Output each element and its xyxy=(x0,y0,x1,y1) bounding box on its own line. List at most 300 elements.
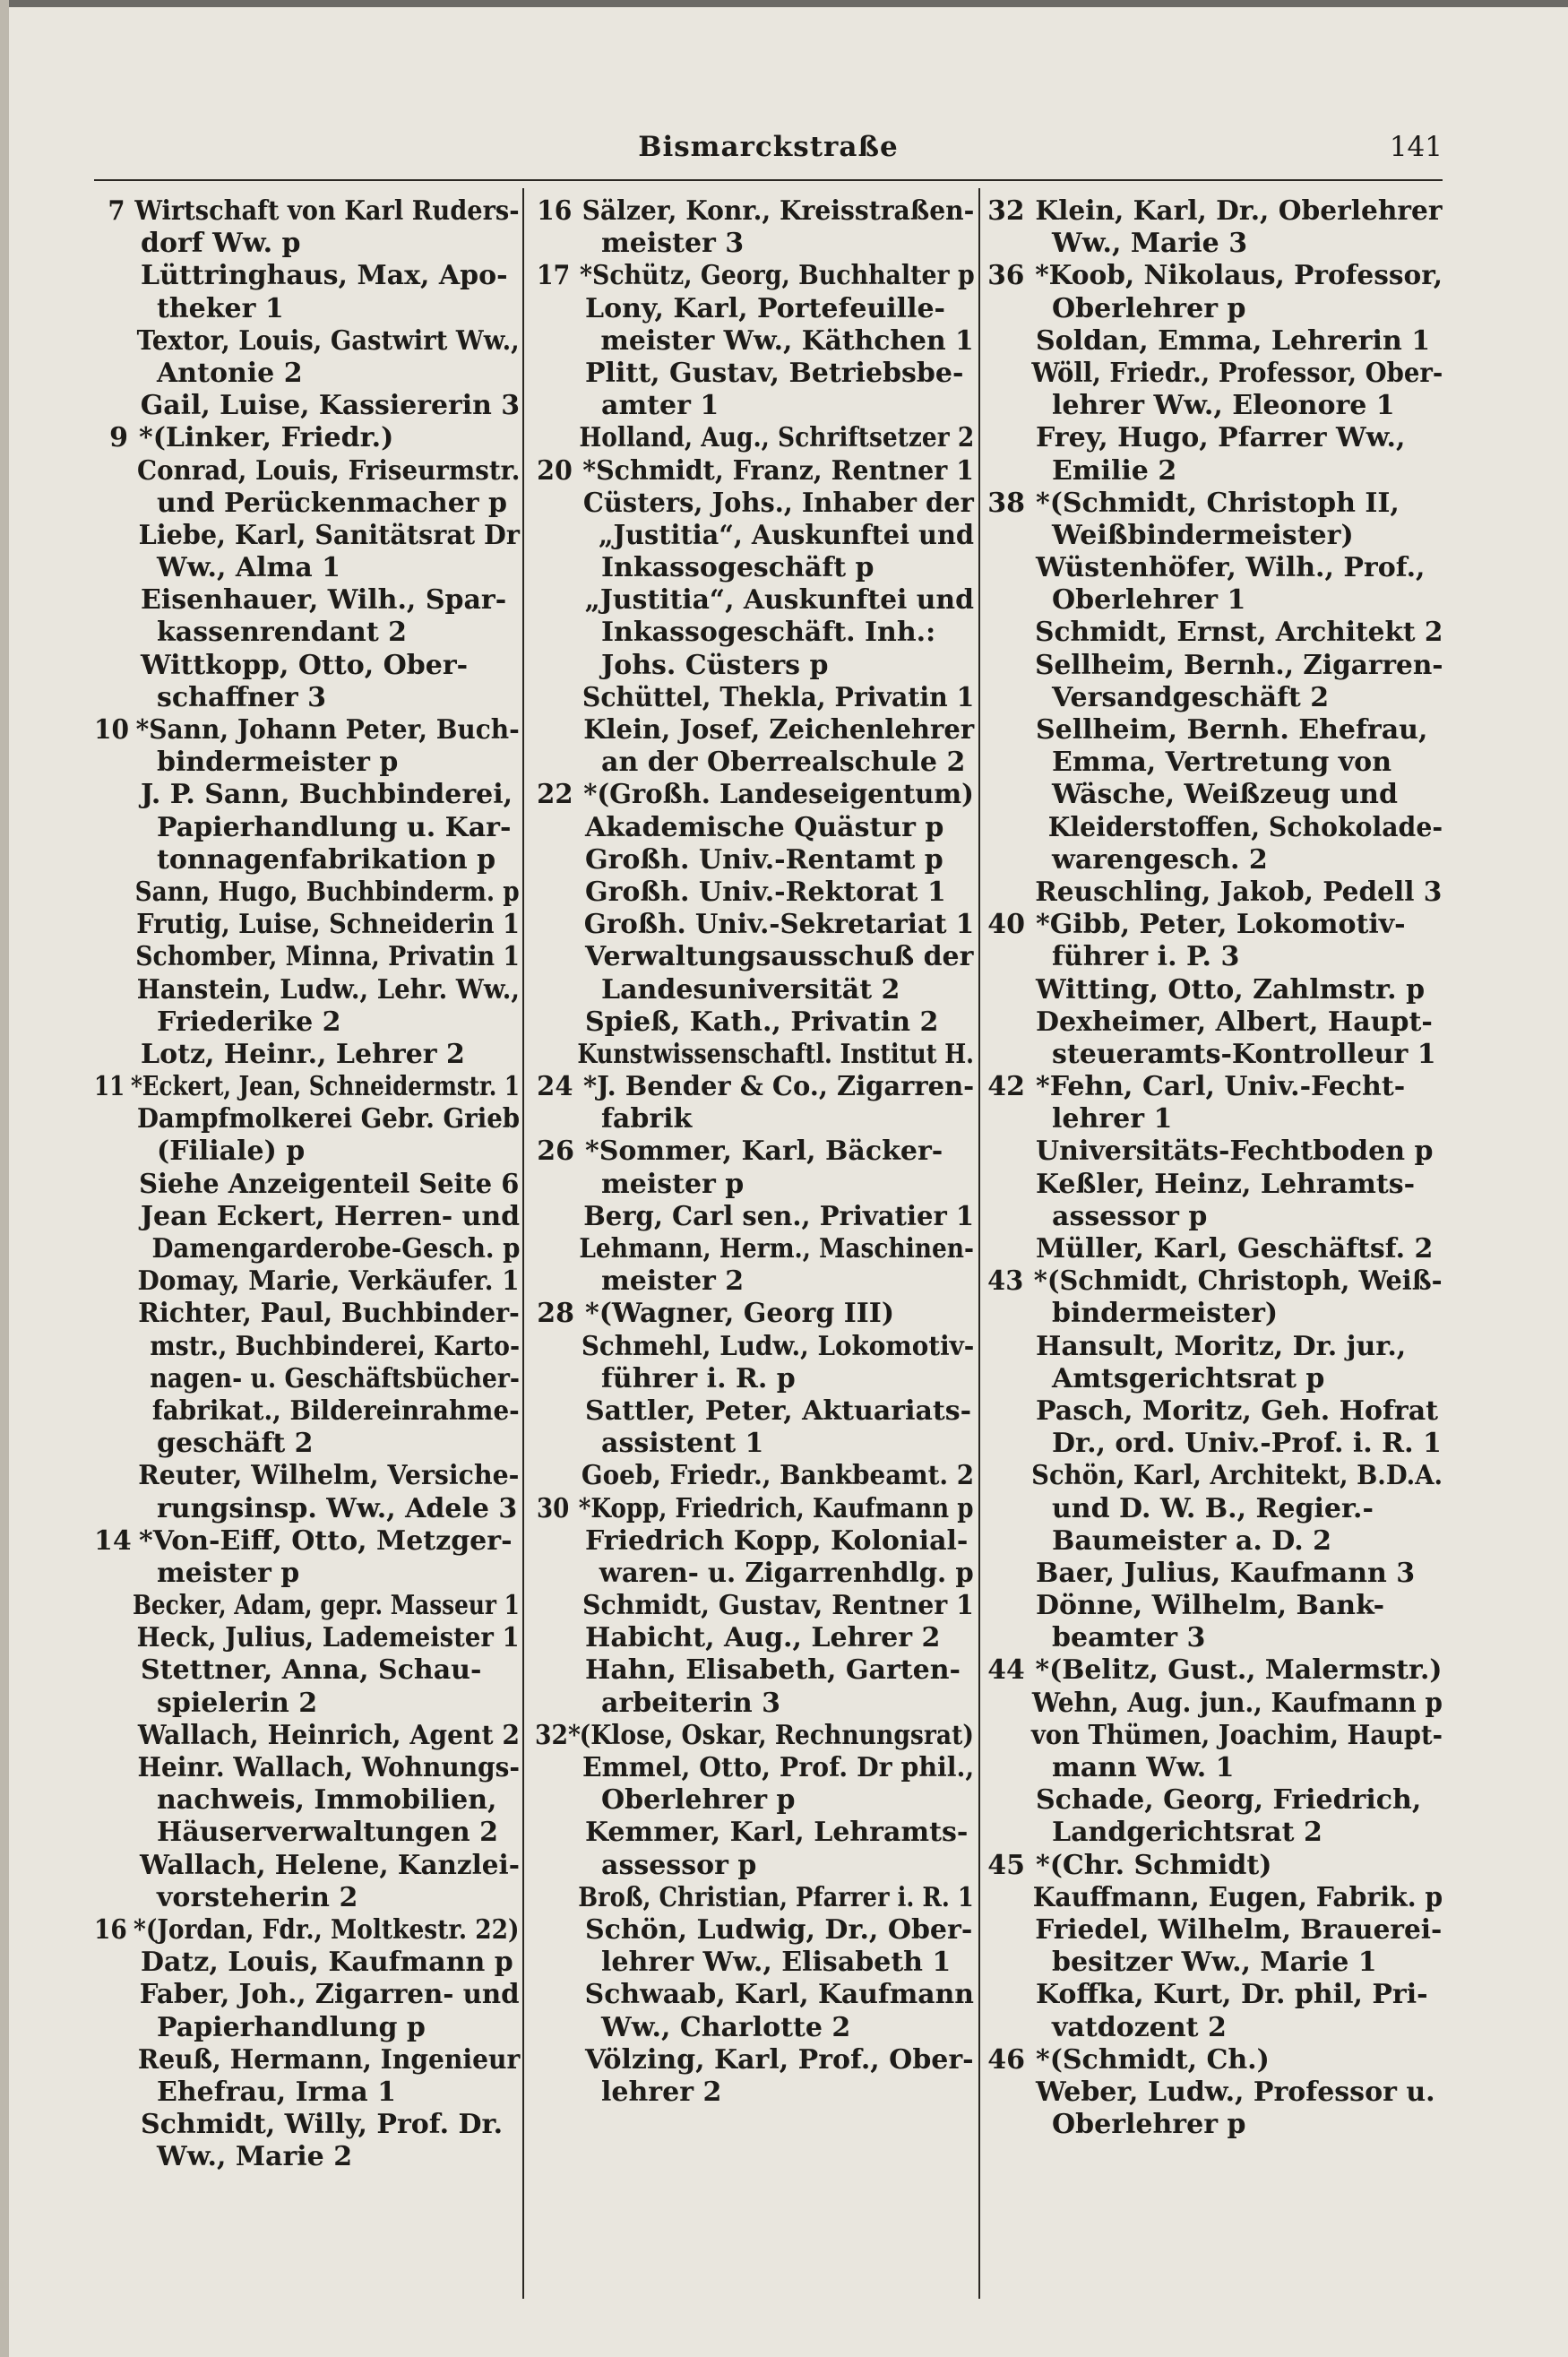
directory-line xyxy=(986,1169,1443,1201)
directory-line xyxy=(986,617,1443,649)
directory-line xyxy=(535,974,974,1006)
entry-text: Koffka, Kurt, Dr. phil, Pri- xyxy=(1036,1979,1428,2011)
directory-line xyxy=(535,390,974,422)
directory-line xyxy=(986,195,1443,228)
entry-text: Hahn, Elisabeth, Garten- xyxy=(585,1654,961,1687)
directory-line xyxy=(535,1979,974,2011)
directory-line xyxy=(535,909,975,941)
directory-line xyxy=(94,1817,520,1849)
directory-line xyxy=(94,1654,520,1687)
directory-line xyxy=(986,941,1443,973)
directory-line xyxy=(986,325,1443,358)
entry-text: Heck, Julius, Lademeister 1 xyxy=(136,1622,520,1654)
directory-line xyxy=(94,358,520,390)
directory-line xyxy=(94,1913,520,1947)
directory-line xyxy=(94,1979,520,2011)
directory-line xyxy=(535,1817,974,1849)
entry-text: Spieß, Kath., Privatin 2 xyxy=(585,1006,939,1038)
page-title: Bismarckstraße xyxy=(638,131,899,163)
directory-line xyxy=(986,260,1443,292)
house-number: 46 xyxy=(987,2043,1025,2076)
directory-line xyxy=(535,1200,975,1233)
directory-line xyxy=(535,844,974,876)
directory-line xyxy=(535,519,974,552)
house-number: 32* xyxy=(535,1719,581,1751)
directory-line xyxy=(94,909,520,941)
entry-text: Schade, Georg, Friedrich, xyxy=(1036,1784,1422,1817)
entry-text: Ww., Charlotte 2 xyxy=(601,2011,851,2043)
entry-text: Inkassogeschäft p xyxy=(601,552,874,584)
directory-line xyxy=(94,1428,520,1460)
directory-line xyxy=(94,422,520,454)
entry-text: *Koob, Nikolaus, Professor, xyxy=(1035,260,1443,292)
entry-text: Datz, Louis, Kaufmann p xyxy=(141,1947,513,1979)
directory-line xyxy=(535,876,974,909)
directory-line xyxy=(94,1362,520,1395)
entry-text: *(Linker, Friedr.) xyxy=(139,422,394,454)
directory-line xyxy=(535,2012,974,2044)
directory-line xyxy=(986,1850,1443,1882)
entry-text: Ww., Alma 1 xyxy=(157,552,341,584)
entry-text: besitzer Ww., Marie 1 xyxy=(1052,1947,1377,1979)
entry-text: Kunstwissenschaftl. Institut H. xyxy=(577,1038,975,1070)
directory-line xyxy=(535,487,974,520)
directory-line xyxy=(986,552,1443,584)
entry-text: kassenrendant 2 xyxy=(157,617,408,649)
directory-line xyxy=(535,1525,974,1558)
directory-line xyxy=(986,1622,1443,1654)
directory-line xyxy=(986,779,1443,811)
house-number: 38 xyxy=(987,487,1025,519)
entry-text: Hanstein, Ludw., Lehr. Ww., xyxy=(136,973,521,1006)
entry-text: Papierhandlung u. Kar- xyxy=(157,811,512,843)
directory-line xyxy=(94,779,520,811)
directory-line xyxy=(986,228,1443,260)
entry-text: Großh. Univ.-Sekretariat 1 xyxy=(583,909,975,941)
entry-text: Akademische Quästur p xyxy=(585,811,944,843)
directory-line xyxy=(94,1298,520,1330)
directory-line xyxy=(535,1688,974,1720)
entry-text: meister 2 xyxy=(601,1265,745,1298)
directory-line xyxy=(986,1752,1443,1784)
entry-text: Textor, Louis, Gastwirt Ww., xyxy=(136,324,520,357)
directory-line xyxy=(986,357,1443,390)
directory-line xyxy=(986,1979,1443,2011)
entry-text: Wüstenhöfer, Wilh., Prof., xyxy=(1036,552,1426,584)
entry-text: bindermeister p xyxy=(157,747,399,779)
entry-text: Oberlehrer p xyxy=(1052,292,1246,324)
entry-text: lehrer 1 xyxy=(1052,1103,1173,1135)
house-number: 24 xyxy=(537,1071,573,1103)
directory-line xyxy=(986,844,1443,876)
entry-text: Hansult, Moritz, Dr. jur., xyxy=(1036,1330,1407,1362)
directory-line xyxy=(535,1395,974,1428)
header-rule xyxy=(94,179,1443,181)
directory-line xyxy=(94,2141,520,2173)
entry-text: Friederike 2 xyxy=(157,1006,341,1038)
entry-text: Siehe Anzeigenteil Seite 6 xyxy=(139,1168,520,1200)
entry-text: Witting, Otto, Zahlmstr. p xyxy=(1036,973,1426,1006)
house-number: 26 xyxy=(537,1135,574,1168)
directory-line xyxy=(94,228,520,260)
entry-text: Klein, Karl, Dr., Oberlehrer xyxy=(1035,195,1443,227)
directory-line xyxy=(535,747,974,779)
house-number: 44 xyxy=(987,1654,1025,1687)
house-number: 16 xyxy=(94,1913,127,1946)
directory-line xyxy=(94,260,520,292)
entry-text: Keßler, Heinz, Lehramts- xyxy=(1036,1168,1416,1200)
house-number: 20 xyxy=(537,454,573,487)
entry-text: Schomber, Minna, Privatin 1 xyxy=(135,941,520,973)
directory-line xyxy=(535,195,975,228)
entry-text: arbeiterin 3 xyxy=(601,1687,780,1719)
entry-text: Universitäts-Fechtboden p xyxy=(1036,1135,1434,1168)
directory-line xyxy=(535,1914,974,1947)
entry-text: geschäft 2 xyxy=(157,1428,314,1460)
entry-text: assessor p xyxy=(1052,1200,1208,1232)
entry-text: meister Ww., Käthchen 1 xyxy=(600,324,974,357)
directory-line xyxy=(535,1233,974,1265)
directory-line xyxy=(94,1135,520,1168)
directory-line xyxy=(986,488,1443,520)
entry-text: Schön, Karl, Architekt, B.D.A. xyxy=(1031,1460,1443,1492)
entry-text: Schmidt, Ernst, Architekt 2 xyxy=(1035,617,1443,649)
directory-line xyxy=(535,1784,974,1817)
entry-text: Heinr. Wallach, Wohnungs- xyxy=(137,1752,521,1783)
directory-line xyxy=(535,941,974,973)
entry-text: Lüttringhaus, Max, Apo- xyxy=(141,260,508,292)
directory-line xyxy=(986,1913,1443,1947)
entry-text: Landesuniversität 2 xyxy=(601,973,900,1006)
entry-text: meister p xyxy=(601,1168,745,1200)
entry-text: Emmel, Otto, Prof. Dr phil., xyxy=(582,1752,975,1783)
column-1 xyxy=(94,195,520,2173)
directory-line xyxy=(535,1654,974,1687)
house-number: 9 xyxy=(109,422,128,454)
directory-line xyxy=(986,1687,1443,1720)
house-number: 11 xyxy=(94,1071,125,1103)
directory-line xyxy=(986,455,1443,488)
entry-text: *Schütz, Georg, Buchhalter p xyxy=(580,260,975,292)
entry-text: lehrer Ww., Eleonore 1 xyxy=(1052,390,1395,422)
directory-line xyxy=(986,1135,1443,1168)
directory-line xyxy=(535,1622,974,1654)
directory-line xyxy=(94,552,520,584)
directory-line xyxy=(94,714,520,747)
entry-text: „Justitia“, Auskunftei und xyxy=(584,584,974,617)
entry-text: *(Belitz, Gust., Malermstr.) xyxy=(1035,1654,1443,1687)
directory-line xyxy=(94,941,520,973)
directory-line xyxy=(94,650,520,682)
entry-text: Friedel, Wilhelm, Brauerei- xyxy=(1035,1913,1443,1946)
entry-text: Weißbindermeister) xyxy=(1052,519,1354,551)
entry-text: Inkassogeschäft. Inh.: xyxy=(601,617,936,649)
directory-line xyxy=(94,1006,520,1039)
entry-text: *Kopp, Friedrich, Kaufmann p xyxy=(578,1492,974,1524)
directory-line xyxy=(535,2076,974,2109)
entry-text: Becker, Adam, gepr. Masseur 1 xyxy=(132,1590,520,1622)
entry-text: Wallach, Heinrich, Agent 2 xyxy=(137,1719,521,1751)
entry-text: assistent 1 xyxy=(601,1428,764,1460)
directory-line xyxy=(986,1039,1443,1071)
entry-text: Oberlehrer 1 xyxy=(1052,584,1246,617)
entry-text: Wirtschaft von Karl Ruders- xyxy=(134,195,520,227)
directory-line xyxy=(986,909,1443,941)
directory-line xyxy=(986,1298,1443,1330)
entry-text: amter 1 xyxy=(601,390,719,422)
entry-text: Sattler, Peter, Aktuariats- xyxy=(585,1394,972,1427)
entry-text: Eisenhauer, Wilh., Spar- xyxy=(141,584,507,617)
entry-text: Ww., Marie 3 xyxy=(1052,228,1248,260)
entry-text: waren- u. Zigarrenhdlg. p xyxy=(599,1557,974,1589)
directory-line xyxy=(94,2109,520,2141)
directory-line xyxy=(94,1039,520,1071)
house-number: 32 xyxy=(987,195,1025,227)
entry-text: *(Großh. Landeseigentum) xyxy=(583,779,974,811)
entry-text: Ehefrau, Irma 1 xyxy=(157,2076,396,2108)
entry-text: lehrer 2 xyxy=(601,2076,722,2108)
entry-text: führer i. R. p xyxy=(601,1362,796,1394)
directory-line xyxy=(535,1006,974,1039)
entry-text: spielerin 2 xyxy=(157,1687,318,1719)
entry-text: Wittkopp, Otto, Ober- xyxy=(141,649,469,681)
directory-line xyxy=(94,293,520,325)
directory-line xyxy=(94,1719,521,1752)
entry-text: Schmidt, Gustav, Rentner 1 xyxy=(582,1590,974,1622)
entry-text: Weber, Ludw., Professor u. xyxy=(1036,2076,1435,2108)
directory-line xyxy=(94,812,520,844)
entry-text: Sann, Hugo, Buchbinderm. p xyxy=(134,876,520,908)
directory-line xyxy=(535,1719,974,1752)
directory-line xyxy=(986,422,1443,454)
entry-text: tonnagenfabrikation p xyxy=(157,843,496,876)
entry-text: assessor p xyxy=(601,1849,757,1881)
house-number: 36 xyxy=(987,260,1025,292)
directory-line xyxy=(535,584,974,617)
entry-text: Ww., Marie 2 xyxy=(157,2141,353,2173)
directory-line xyxy=(986,1006,1443,1039)
entry-text: (Klose, Oskar, Rechnungsrat) xyxy=(579,1719,974,1751)
entry-text: Reuschling, Jakob, Pedell 3 xyxy=(1035,876,1443,908)
page-header xyxy=(94,124,1443,177)
directory-line xyxy=(986,2109,1443,2141)
house-number: 22 xyxy=(537,779,573,811)
entry-text: beamter 3 xyxy=(1052,1622,1206,1654)
entry-text: lehrer Ww., Elisabeth 1 xyxy=(601,1947,952,1979)
entry-text: rungsinsp. Ww., Adele 3 xyxy=(157,1492,518,1524)
directory-line xyxy=(535,1169,974,1201)
directory-line xyxy=(535,1428,974,1460)
entry-text: *(Wagner, Georg III) xyxy=(585,1298,895,1330)
page-edge-left xyxy=(0,0,9,2357)
entry-text: *(Jordan, Fdr., Moltkestr. 22) xyxy=(134,1913,520,1946)
house-number: 42 xyxy=(987,1071,1025,1103)
directory-line xyxy=(94,973,521,1006)
directory-line xyxy=(535,650,974,682)
directory-line xyxy=(986,1654,1443,1687)
directory-line xyxy=(94,1071,520,1103)
entry-text: Lotz, Heinr., Lehrer 2 xyxy=(141,1038,465,1070)
entry-text: Amtsgerichtsrat p xyxy=(1052,1362,1325,1394)
directory-line xyxy=(94,1460,520,1492)
entry-text: Schmehl, Ludw., Lokomotiv- xyxy=(581,1330,975,1362)
entry-text: vorsteherin 2 xyxy=(157,1881,358,1913)
column-divider-2 xyxy=(978,188,980,2299)
directory-line xyxy=(535,422,975,454)
directory-line xyxy=(535,1265,974,1298)
entry-text: Wöll, Friedr., Professor, Ober- xyxy=(1031,357,1443,389)
directory-line xyxy=(535,1460,975,1492)
directory-line xyxy=(94,584,520,617)
directory-line xyxy=(94,1688,520,1720)
entry-text: *Schmidt, Franz, Rentner 1 xyxy=(582,454,974,487)
directory-line xyxy=(94,2012,520,2044)
entry-text: Soldan, Emma, Lehrerin 1 xyxy=(1036,324,1431,357)
entry-text: Versandgeschäft 2 xyxy=(1052,681,1330,713)
directory-line xyxy=(986,1103,1443,1135)
entry-text: Schwaab, Karl, Kaufmann xyxy=(584,1979,974,2011)
house-number: 30 xyxy=(536,1492,570,1524)
directory-line xyxy=(94,519,520,552)
directory-line xyxy=(535,1492,974,1525)
directory-line xyxy=(986,682,1443,714)
directory-line xyxy=(986,2044,1443,2076)
directory-line xyxy=(94,195,520,228)
entry-text: Liebe, Karl, Sanitätsrat Dr xyxy=(138,519,520,551)
entry-text: Reuter, Wilhelm, Versiche- xyxy=(138,1460,520,1492)
directory-line xyxy=(535,1363,974,1395)
directory-line xyxy=(94,324,520,358)
entry-text: Damengarderobe-Gesch. p xyxy=(151,1233,521,1265)
entry-text: *Sann, Johann Peter, Buch- xyxy=(135,714,520,746)
directory-line xyxy=(535,1850,974,1882)
entry-text: Plitt, Gustav, Betriebsbe- xyxy=(585,357,964,389)
directory-line xyxy=(94,1784,520,1817)
directory-line xyxy=(94,1103,521,1135)
house-number: 40 xyxy=(987,909,1025,941)
entry-text: fabrik xyxy=(601,1103,693,1135)
entry-text: Conrad, Louis, Friseurmstr. xyxy=(137,454,521,487)
directory-line xyxy=(986,1428,1443,1460)
directory-line xyxy=(535,1038,975,1071)
entry-text: Großh. Univ.-Rektorat 1 xyxy=(585,876,946,908)
entry-text: bindermeister) xyxy=(1052,1298,1279,1330)
directory-line xyxy=(535,1135,974,1168)
directory-line xyxy=(94,454,521,488)
entry-text: und Perückenmacher p xyxy=(157,487,508,519)
directory-line xyxy=(94,747,520,779)
entry-text: an der Oberrealschule 2 xyxy=(601,747,966,779)
entry-text: meister p xyxy=(157,1557,300,1589)
directory-line xyxy=(986,1201,1443,1233)
directory-line xyxy=(986,2076,1443,2109)
directory-line xyxy=(535,1557,974,1590)
directory-line xyxy=(94,1330,521,1363)
entry-text: Sellheim, Bernh. Ehefrau, xyxy=(1036,714,1428,746)
entry-text: Landgerichtsrat 2 xyxy=(1052,1817,1322,1849)
entry-text: Frey, Hugo, Pfarrer Ww., xyxy=(1036,422,1406,454)
entry-text: mstr., Buchbinderei, Karto- xyxy=(150,1330,521,1362)
entry-text: *Gibb, Peter, Lokomotiv- xyxy=(1036,909,1406,941)
directory-line xyxy=(94,1849,520,1882)
directory-line xyxy=(535,1071,975,1103)
entry-text: Häuserverwaltungen 2 xyxy=(157,1817,499,1849)
entry-text: Stettner, Anna, Schau- xyxy=(141,1654,482,1687)
entry-text: *(Schmidt, Christoph, Weiß- xyxy=(1033,1265,1443,1298)
entry-text: *Fehn, Carl, Univ.-Fecht- xyxy=(1036,1071,1406,1103)
entry-text: steueramts-Kontrolleur 1 xyxy=(1052,1038,1436,1070)
entry-text: Lehmann, Herm., Maschinen- xyxy=(579,1233,974,1265)
directory-line xyxy=(535,617,974,649)
directory-line xyxy=(535,1103,974,1135)
entry-text: Verwaltungsausschuß der xyxy=(585,941,974,973)
entry-text: Baer, Julius, Kaufmann 3 xyxy=(1036,1557,1416,1589)
entry-text: Goeb, Friedr., Bankbeamt. 2 xyxy=(581,1460,975,1492)
entry-text: *J. Bender & Co., Zigarren- xyxy=(583,1071,975,1103)
directory-line xyxy=(986,1331,1443,1363)
directory-line xyxy=(535,293,974,325)
house-number: 28 xyxy=(537,1298,574,1330)
directory-line xyxy=(986,520,1443,552)
directory-line xyxy=(986,1558,1443,1590)
directory-line xyxy=(94,2043,521,2076)
directory-line xyxy=(94,1233,521,1265)
directory-line xyxy=(94,2076,520,2109)
entry-text: Frutig, Luise, Schneiderin 1 xyxy=(136,909,520,941)
directory-line xyxy=(94,1493,520,1525)
entry-text: Dr., ord. Univ.-Prof. i. R. 1 xyxy=(1052,1428,1442,1460)
entry-text: und D. W. B., Regier.- xyxy=(1052,1492,1374,1524)
page-edge-top xyxy=(0,0,1568,7)
entry-text: *(Schmidt, Ch.) xyxy=(1036,2043,1270,2076)
directory-line xyxy=(94,876,520,909)
house-number: 43 xyxy=(987,1265,1024,1298)
entry-text: Sellheim, Bernh., Zigarren- xyxy=(1035,649,1443,681)
directory-line xyxy=(535,228,974,260)
house-number: 10 xyxy=(94,714,129,746)
entry-text: Kauffmann, Eugen, Fabrik. p xyxy=(1032,1881,1443,1913)
directory-line xyxy=(94,390,521,422)
entry-text: Oberlehrer p xyxy=(601,1784,796,1817)
entry-text: Habicht, Aug., Lehrer 2 xyxy=(585,1622,941,1654)
directory-line xyxy=(986,584,1443,617)
directory-line xyxy=(94,1394,520,1428)
house-number: 14 xyxy=(94,1524,132,1557)
entry-text: Broß, Christian, Pfarrer i. R. 1 xyxy=(578,1881,974,1913)
entry-text: Antonie 2 xyxy=(157,357,303,389)
entry-text: Holland, Aug., Schriftsetzer 2 xyxy=(579,422,975,454)
directory-line xyxy=(986,876,1443,909)
directory-line xyxy=(986,1233,1443,1265)
directory-line xyxy=(986,1525,1443,1558)
entry-text: warengesch. 2 xyxy=(1052,843,1268,876)
directory-line xyxy=(986,714,1443,747)
entry-text: J. P. Sann, Buchbinderei, xyxy=(141,779,513,811)
entry-text: Baumeister a. D. 2 xyxy=(1052,1524,1331,1557)
directory-line xyxy=(535,358,974,390)
directory-line xyxy=(535,779,974,811)
directory-line xyxy=(94,1590,520,1622)
entry-text: (Filiale) p xyxy=(157,1135,306,1168)
directory-line xyxy=(986,1071,1443,1103)
entry-text: Reuß, Hermann, Ingenieur xyxy=(137,2043,521,2076)
entry-text: Pasch, Moritz, Geh. Hofrat xyxy=(1036,1394,1439,1427)
directory-line xyxy=(986,811,1443,844)
entry-text: *Eckert, Jean, Schneidermstr. 1 xyxy=(130,1071,520,1103)
entry-text: Sälzer, Konr., Kreisstraßen- xyxy=(582,195,975,227)
column-divider-1 xyxy=(522,188,524,2299)
entry-text: Papierhandlung p xyxy=(157,2011,426,2043)
